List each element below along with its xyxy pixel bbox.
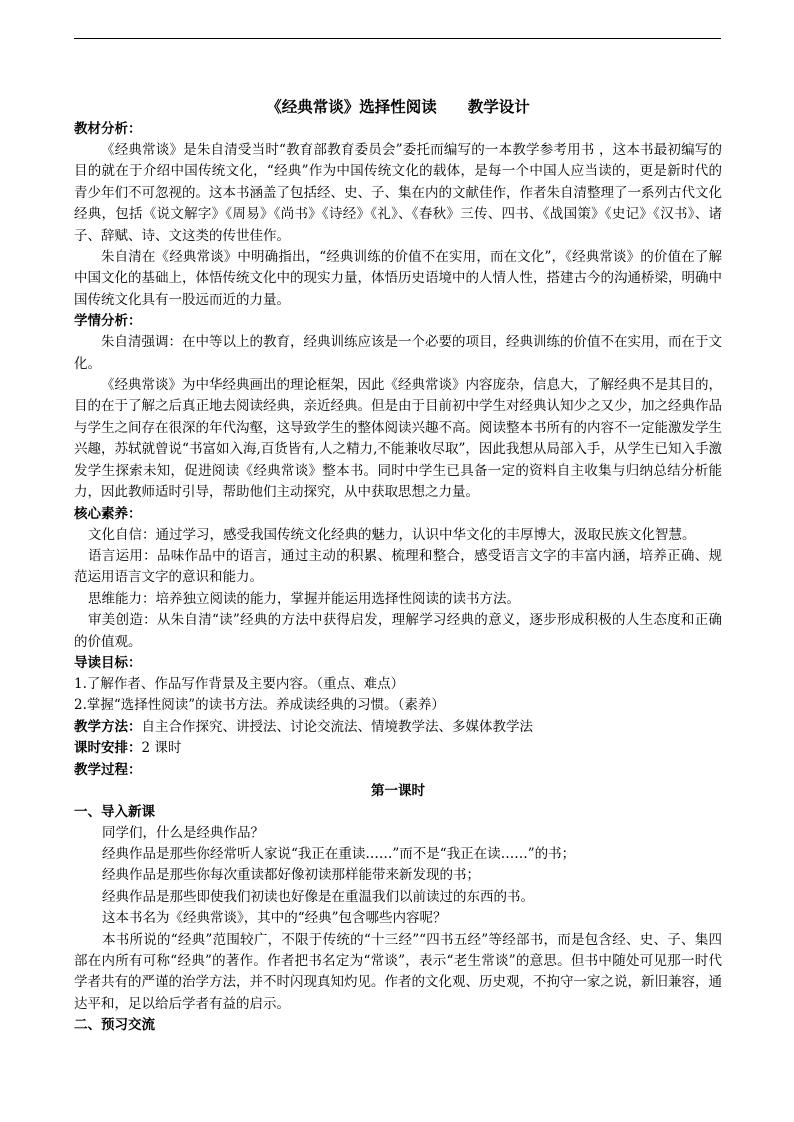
schedule-line [74,738,722,759]
part-heading-intro: 一、导入新课 [74,803,155,820]
list-item: 2.掌握“选择性阅读”的读书方法。养成读经典的习惯。（素养） [74,697,445,714]
list-item: 文化自信：通过学习，感受我国传统文化经典的魅力，认识中华文化的丰厚博大，汲取民族文化智慧。 [88,526,696,543]
teaching-methods-line [74,717,722,738]
section-heading-fangfa: 教学方法： [74,718,142,735]
list-item: 语言运用：品味作品中的语言，通过主动的积累、梳理和整合，感受语言文字的丰富内涵，培养正确、规范运用语言文字的意识和能力。 [74,547,722,586]
teaching-methods-text: 自主合作探究、讲授法、讨论交流法、情境教学法、多媒体教学法 [141,718,533,735]
list-item: 同学们，什么是经典作品？ [102,824,264,841]
document-body [74,96,722,1036]
list-item: 经典作品是那些即使我们初读也好像是在重温我们以前读过的东西的书。 [102,888,534,905]
section-heading-mubiao: 导读目标： [74,654,142,671]
part-heading-preview: 二、预习交流 [74,1017,155,1034]
paragraph: 朱自清强调：在中等以上的教育，经典训练应该是一个必要的项目，经典训练的价值不在实用，而在于文化。 [74,334,722,372]
section-heading-jiaocai: 教材分析： [74,121,142,137]
section-heading-xueqing: 学情分析： [74,313,142,330]
section-heading-keshi: 课时安排： [74,740,142,757]
document-title: 《经典常谈》选择性阅读 教学设计 [266,97,530,116]
list-item: 经典作品是那些你每次重读都好像初读那样能带来新发现的书； [102,867,480,884]
schedule-text: 2 课时 [141,740,182,757]
lesson-title: 第一课时 [371,782,425,799]
paragraph: 朱自清在《经典常谈》中明确指出，“经典训练的价值不在实用，而在文化”，《经典常谈》的价值在了解中国文化的基础上，体悟传统文化中的现实力量，体悟历史语境中的人情人性，搭建古今的沟通桥梁，明确中国传统文化具有一股远而近的力量。 [74,249,722,308]
paragraph: 《经典常谈》是朱自清受当时“教育部教育委员会”委托而编写的一本教学参考用书 ，这本书最初编写的目的就在于介绍中国传统文化，“经典”作为中国传统文化的载体，是每一个中国人应当读的，更是新时代的青少年们不可忽视的。这本书涵盖了包括经、史、子、集在内的文献佳作，作者朱自清整理了一系列古代文化经典，包括《说文解字》《周易》《尚书》《诗经》《礼》、《春秋》三传、四书、《战国策》《史记》《汉书》、诸子、辞赋、诗、文这类的传世佳作。 [74,142,722,244]
list-item: 思维能力：培养独立阅读的能力，掌握并能运用选择性阅读的读书方法。 [88,590,520,607]
section-heading-guocheng: 教学过程： [74,761,142,778]
section-heading-suyang: 核心素养： [74,505,142,522]
list-item: 审美创造：从朱自清“读”经典的方法中获得启发，理解学习经典的意义，逐步形成积极的人生态度和正确的价值观。 [74,612,722,650]
paragraph: 《经典常谈》为中华经典画出的理论框架，因此《经典常谈》内容庞杂，信息大，了解经典不是其目的，目的在于了解之后真正地去阅读经典，亲近经典。但是由于目前初中学生对经典认知少之又少，加之经典作品与学生之间存在很深的年代沟壑，这导致学生的整体阅读兴趣不高。阅读整本书所有的内容不一定能激发学生兴趣，苏轼就曾说“书富如入海,百货皆有,人之精力,不能兼收尽取”，因此我想从局部入手，从学生已知入手激发学生探索未知，促进阅读《经典常谈》整本书。同时中学生已具备一定的资料自主收集与归纳总结分析能力，因此教师适时引导，帮助他们主动探究，从中获取思想之力量。 [74,377,722,501]
list-item: 经典作品是那些你经常听人家说“我正在重读……”而不是“我正在读……”的书； [102,845,576,862]
list-item: 1.了解作者、作品写作背景及主要内容。（重点、难点） [74,675,405,692]
header-rule [74,38,721,39]
paragraph: 本书所说的“经典”范围较广，不限于传统的“十三经”“四书五经”等经部书，而是包含经、史、子、集四部在内所有可称“经典”的著作。作者把书名定为“常谈”，表示“老生常谈”的意思。但书中随处可见那一时代学者共有的严谨的治学方法，并不时闪现真知灼见。作者的文化观、历史观，不拘守一家之说，新旧兼容，通达平和，足以给后学者有益的启示。 [74,931,722,1012]
list-item: 这本书名为《经典常谈》，其中的“经典”包含哪些内容呢？ [102,910,447,927]
